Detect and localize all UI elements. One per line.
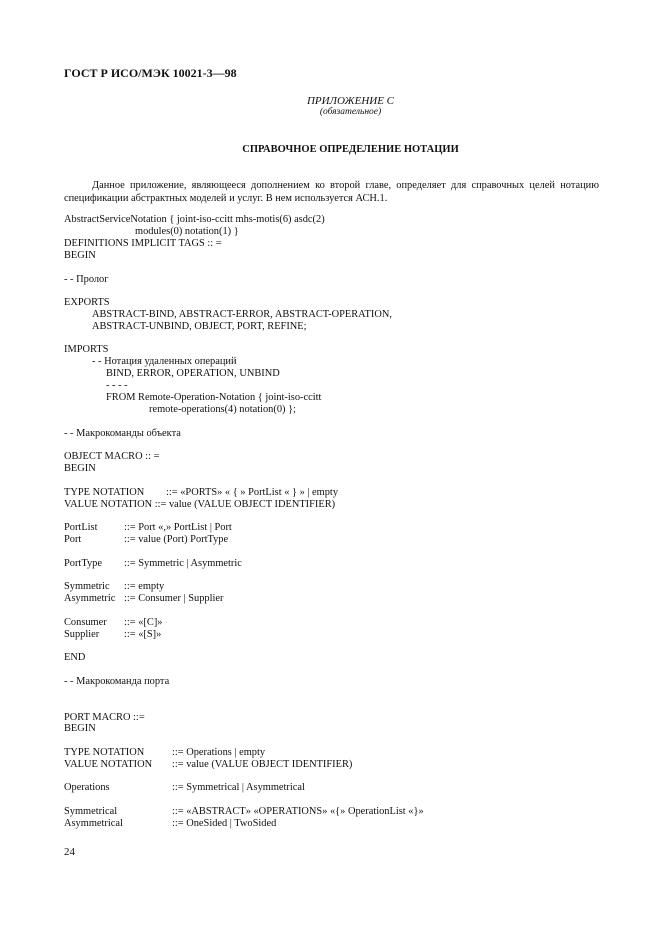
code-line: IMPORTS [64,344,109,355]
code-definition: ::= Symmetrical | Asymmetrical [172,782,305,793]
code-definition: ::= OneSided | TwoSided [172,818,277,829]
code-line: DEFINITIONS IMPLICIT TAGS :: = [64,238,222,249]
code-comment: - - Макрокоманда порта [64,676,170,687]
code-line: BEGIN [64,463,96,474]
code-definition: ::= Port «,» PortList | Port [124,522,232,533]
document-header: ГОСТ Р ИСО/МЭК 10021-3—98 [64,66,237,80]
code-definition: ::= value (Port) PortType [124,534,229,545]
code-definition: ::= empty [124,581,165,592]
page-number: 24 [64,846,75,858]
code-comment: - - Макрокоманды объекта [64,428,181,439]
code-line: AbstractServiceNotation { joint-iso-ccitt mhs-motis(6) asdc(2) [64,214,325,225]
appendix-status: (обязательное) [319,107,382,117]
code-definition: ::= «PORTS» « { » PortList « } » | empty [166,487,339,498]
code-line: VALUE NOTATION ::= value (VALUE OBJECT IDENTIFIER) [64,499,336,510]
code-keyword: Consumer [64,617,107,628]
code-line: FROM Remote-Operation-Notation { joint-iso-ccitt [106,392,322,403]
code-keyword: Asymmetric [64,593,116,604]
code-keyword: Supplier [64,629,100,640]
code-line: - - - - [106,380,128,391]
code-line: remote-operations(4) notation(0) }; [149,404,296,415]
code-definition: ::= «ABSTRACT» «OPERATIONS» «{» OperationList «}» [172,806,424,817]
code-definition: ::= «[S]» [124,629,162,640]
code-comment: - - Нотация удаленных операций [92,356,237,367]
code-keyword: PortList [64,522,98,533]
code-line: END [64,652,86,663]
code-comment: - - Пролог [64,274,109,285]
code-line: ABSTRACT-BIND, ABSTRACT-ERROR, ABSTRACT-OPERATION, [92,309,392,320]
code-keyword: Operations [64,782,110,793]
code-definition: ::= Operations | empty [172,747,266,758]
code-definition: ::= Consumer | Supplier [124,593,224,604]
code-keyword: TYPE NOTATION [64,747,145,758]
code-definition: ::= value (VALUE OBJECT IDENTIFIER) [172,759,353,770]
code-definition: ::= Symmetric | Asymmetric [124,558,242,569]
code-line: BEGIN [64,723,96,734]
code-line: ABSTRACT-UNBIND, OBJECT, PORT, REFINE; [92,321,307,332]
code-line: modules(0) notation(1) } [135,226,239,237]
code-line: OBJECT MACRO :: = [64,451,160,462]
intro-paragraph: Данное приложение, являющееся дополнением ко второй главе, определяет для справочных целей нотацию спецификации абстрактных моделей и услуг. В нем используется АСН.1. [64,180,599,204]
code-keyword: PortType [64,558,102,569]
code-keyword: Symmetric [64,581,110,592]
code-line: EXPORTS [64,297,110,308]
section-title: СПРАВОЧНОЕ ОПРЕДЕЛЕНИЕ НОТАЦИИ [242,144,459,155]
code-keyword: VALUE NOTATION [64,759,153,770]
code-line: BIND, ERROR, OPERATION, UNBIND [106,368,280,379]
appendix-title: ПРИЛОЖЕНИЕ С [306,95,395,107]
code-definition: ::= «[C]» [124,617,163,628]
code-line: PORT MACRO ::= [64,712,145,723]
code-keyword: Symmetrical [64,806,118,817]
code-keyword: TYPE NOTATION [64,487,145,498]
code-keyword: Port [64,534,82,545]
code-line: BEGIN [64,250,96,261]
code-keyword: Asymmetrical [64,818,123,829]
